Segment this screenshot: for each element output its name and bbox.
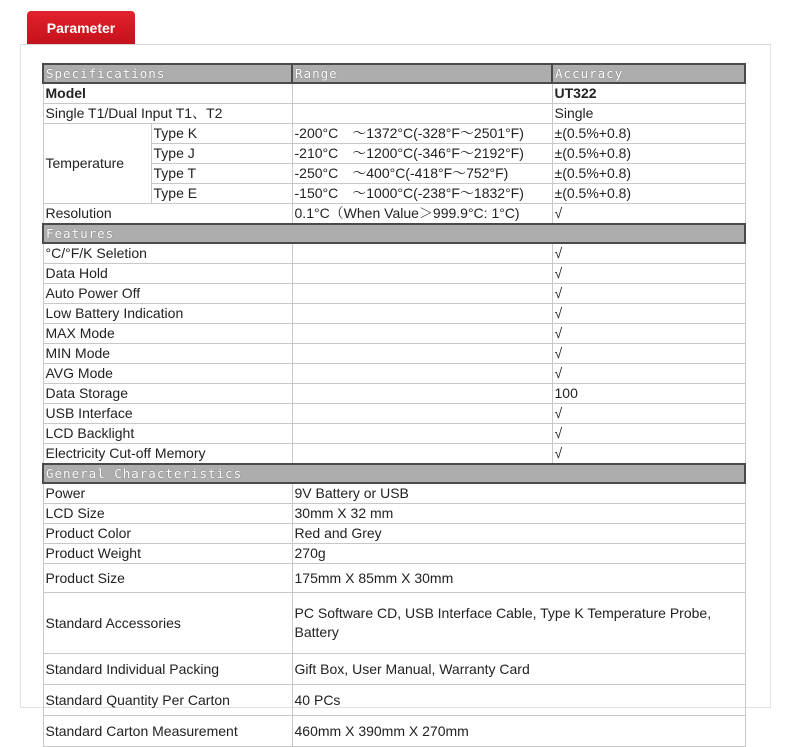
table-row (43, 204, 745, 225)
general-label: Product Color (43, 524, 292, 544)
parameter-table (42, 63, 746, 747)
feature-range (292, 344, 552, 364)
table-row (43, 83, 745, 104)
general-label: Product Size (43, 564, 292, 593)
general-value: PC Software CD, USB Interface Cable, Type K Temperature Probe, Battery (292, 593, 745, 654)
table-row (43, 304, 745, 324)
table-row (43, 524, 745, 544)
type-name: Type J (151, 144, 292, 164)
feature-label: °C/°F/K Seletion (43, 243, 292, 264)
general-header-row (43, 464, 745, 483)
feature-value: √ (552, 344, 745, 364)
general-label: Power (43, 483, 292, 504)
input-label: Single T1/Dual Input T1、T2 (43, 104, 292, 124)
type-range: -200°C ～1372°C(-328°F～2501°F) (292, 124, 552, 144)
general-label: LCD Size (43, 504, 292, 524)
general-value: 270g (292, 544, 745, 564)
general-header: General Characteristics (43, 464, 745, 483)
type-accuracy: ±(0.5%+0.8) (552, 144, 745, 164)
resolution-label: Resolution (43, 204, 292, 225)
parameter-tab[interactable]: Parameter (27, 11, 135, 44)
model-label: Model (43, 83, 292, 104)
feature-range (292, 324, 552, 344)
feature-label: Electricity Cut-off Memory (43, 444, 292, 465)
table-row (43, 404, 745, 424)
table-row (43, 685, 745, 716)
feature-label: Auto Power Off (43, 284, 292, 304)
feature-value: √ (552, 243, 745, 264)
feature-value: √ (552, 444, 745, 465)
feature-label: Data Hold (43, 264, 292, 284)
table-row (43, 104, 745, 124)
type-name: Type K (151, 124, 292, 144)
resolution-value: √ (552, 204, 745, 225)
general-value: Red and Grey (292, 524, 745, 544)
type-range: -210°C ～1200°C(-346°F～2192°F) (292, 144, 552, 164)
table-row (43, 444, 745, 465)
general-value: 460mm X 390mm X 270mm (292, 716, 745, 747)
feature-value: √ (552, 364, 745, 384)
general-value: 9V Battery or USB (292, 483, 745, 504)
general-value: 30mm X 32 mm (292, 504, 745, 524)
temperature-label: Temperature (43, 124, 151, 204)
type-accuracy: ±(0.5%+0.8) (552, 124, 745, 144)
model-value: UT322 (552, 83, 745, 104)
feature-label: LCD Backlight (43, 424, 292, 444)
table-row (43, 424, 745, 444)
feature-range (292, 444, 552, 465)
table-row (43, 324, 745, 344)
feature-value: √ (552, 284, 745, 304)
feature-value: √ (552, 304, 745, 324)
general-label: Standard Individual Packing (43, 654, 292, 685)
feature-range (292, 384, 552, 404)
table-row (43, 564, 745, 593)
feature-range (292, 364, 552, 384)
general-value: Gift Box, User Manual, Warranty Card (292, 654, 745, 685)
feature-value: 100 (552, 384, 745, 404)
feature-range (292, 284, 552, 304)
feature-range (292, 243, 552, 264)
general-label: Standard Carton Measurement (43, 716, 292, 747)
type-accuracy: ±(0.5%+0.8) (552, 164, 745, 184)
feature-range (292, 404, 552, 424)
table-row (43, 284, 745, 304)
feature-value: √ (552, 404, 745, 424)
input-value: Single (552, 104, 745, 124)
general-label: Standard Quantity Per Carton (43, 685, 292, 716)
table-row (43, 364, 745, 384)
range-header: Range (292, 64, 552, 83)
feature-range (292, 264, 552, 284)
feature-label: Low Battery Indication (43, 304, 292, 324)
feature-range (292, 304, 552, 324)
feature-label: AVG Mode (43, 364, 292, 384)
features-header: Features (43, 224, 745, 243)
table-row (43, 593, 745, 654)
input-range (292, 104, 552, 124)
feature-range (292, 424, 552, 444)
feature-label: MAX Mode (43, 324, 292, 344)
accuracy-header: Accuracy (552, 64, 745, 83)
table-row (43, 504, 745, 524)
table-row (43, 344, 745, 364)
type-range: -150°C ～1000°C(-238°F～1832°F) (292, 184, 552, 204)
features-header-row (43, 224, 745, 243)
feature-label: USB Interface (43, 404, 292, 424)
feature-value: √ (552, 424, 745, 444)
type-name: Type T (151, 164, 292, 184)
type-accuracy: ±(0.5%+0.8) (552, 184, 745, 204)
feature-value: √ (552, 264, 745, 284)
table-row (43, 124, 745, 144)
table-row (43, 483, 745, 504)
type-range: -250°C ～400°C(-418°F～752°F) (292, 164, 552, 184)
general-value: 40 PCs (292, 685, 745, 716)
specifications-header-row (43, 64, 745, 83)
feature-label: MIN Mode (43, 344, 292, 364)
resolution-range: 0.1°C（When Value＞999.9°C: 1°C) (292, 204, 552, 225)
table-row (43, 384, 745, 404)
table-row (43, 544, 745, 564)
table-row (43, 654, 745, 685)
feature-label: Data Storage (43, 384, 292, 404)
model-range (292, 83, 552, 104)
type-name: Type E (151, 184, 292, 204)
general-label: Standard Accessories (43, 593, 292, 654)
table-row (43, 243, 745, 264)
general-label: Product Weight (43, 544, 292, 564)
table-row (43, 264, 745, 284)
table-row (43, 716, 745, 747)
specifications-header: Specifications (43, 64, 292, 83)
feature-value: √ (552, 324, 745, 344)
general-value: 175mm X 85mm X 30mm (292, 564, 745, 593)
